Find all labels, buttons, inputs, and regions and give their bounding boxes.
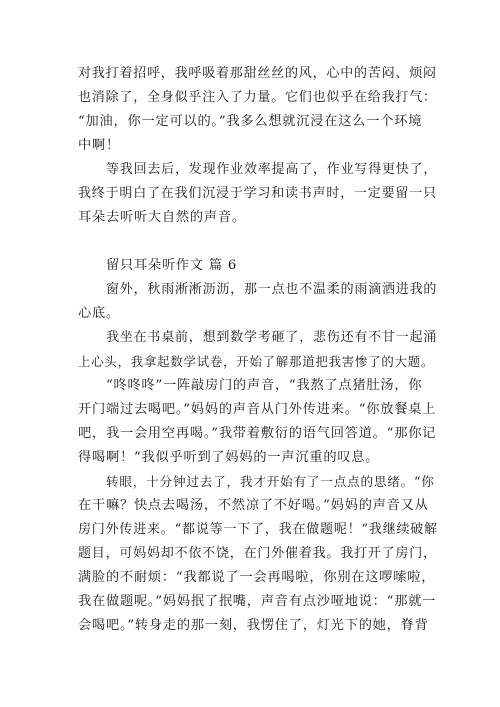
text-line: 吧，我一会用空再喝。”我带着敷衍的语气回答道。“那你记 bbox=[78, 426, 437, 441]
text-line: “咚咚咚”一阵敲房门的声音，“我熬了点猪肚汤，你 bbox=[106, 378, 423, 393]
text-line: 耳朵去听听大自然的声音。 bbox=[78, 210, 246, 225]
section-heading: 留只耳朵听作文 篇 6 bbox=[106, 258, 238, 273]
text-line: 我终于明白了在我们沉浸于学习和读书声时，一定要留一只 bbox=[78, 186, 437, 201]
text-line: 对我打着招呼，我呼吸着那甜丝丝的风，心中的苦闷、烦闷 bbox=[78, 66, 437, 81]
text-line: 会喝吧。”转身走的那一刻，我愣住了，灯光下的她，脊背 bbox=[78, 618, 429, 633]
text-line: 题目，可妈妈却不依不饶，在门外催着我。我打开了房门， bbox=[78, 546, 437, 561]
text-line: 我坐在书桌前，想到数学考砸了，悲伤还有不甘一起涌 bbox=[106, 330, 438, 345]
text-line: 我在做题呢。”妈妈抿了抿嘴，声音有点沙哑地说：“那就一 bbox=[78, 594, 437, 609]
text-line: 中啊！ bbox=[78, 138, 120, 153]
text-line: 在干嘛？快点去喝汤，不然凉了不好喝。”妈妈的声音又从 bbox=[78, 498, 429, 513]
text-line: 得喝啊！”我似乎听到了妈妈的一声沉重的叹息。 bbox=[78, 450, 380, 465]
text-line: 房门外传进来。“都说等一下了，我在做题呢！”我继续破解 bbox=[78, 522, 438, 537]
text-line: 窗外，秋雨淅淅沥沥，那一点也不温柔的雨滴洒进我的 bbox=[106, 282, 438, 297]
text-line: 开门端过去喝吧。”妈妈的声音从门外传进来。“你放餐桌上 bbox=[78, 402, 437, 417]
text-line: 也消除了，全身似乎注入了力量。它们也似乎在给我打气： bbox=[78, 90, 437, 105]
text-line: 满脸的不耐烦：“我都说了一会再喝啦，你别在这啰嗦啦， bbox=[78, 570, 436, 585]
text-line: 转眼，十分钟过去了，我才开始有了一点点的思绪。“你 bbox=[106, 474, 435, 489]
text-line: “加油，你一定可以的。”我多么想就沉浸在这么一个环境 bbox=[78, 114, 423, 129]
text-line: 心底。 bbox=[78, 306, 120, 321]
text-line: 等我回去后，发现作业效率提高了，作业写得更快了， bbox=[106, 162, 438, 177]
text-line: 上心头，我拿起数学试卷，开始了解那道把我害惨了的大题。 bbox=[78, 354, 435, 369]
